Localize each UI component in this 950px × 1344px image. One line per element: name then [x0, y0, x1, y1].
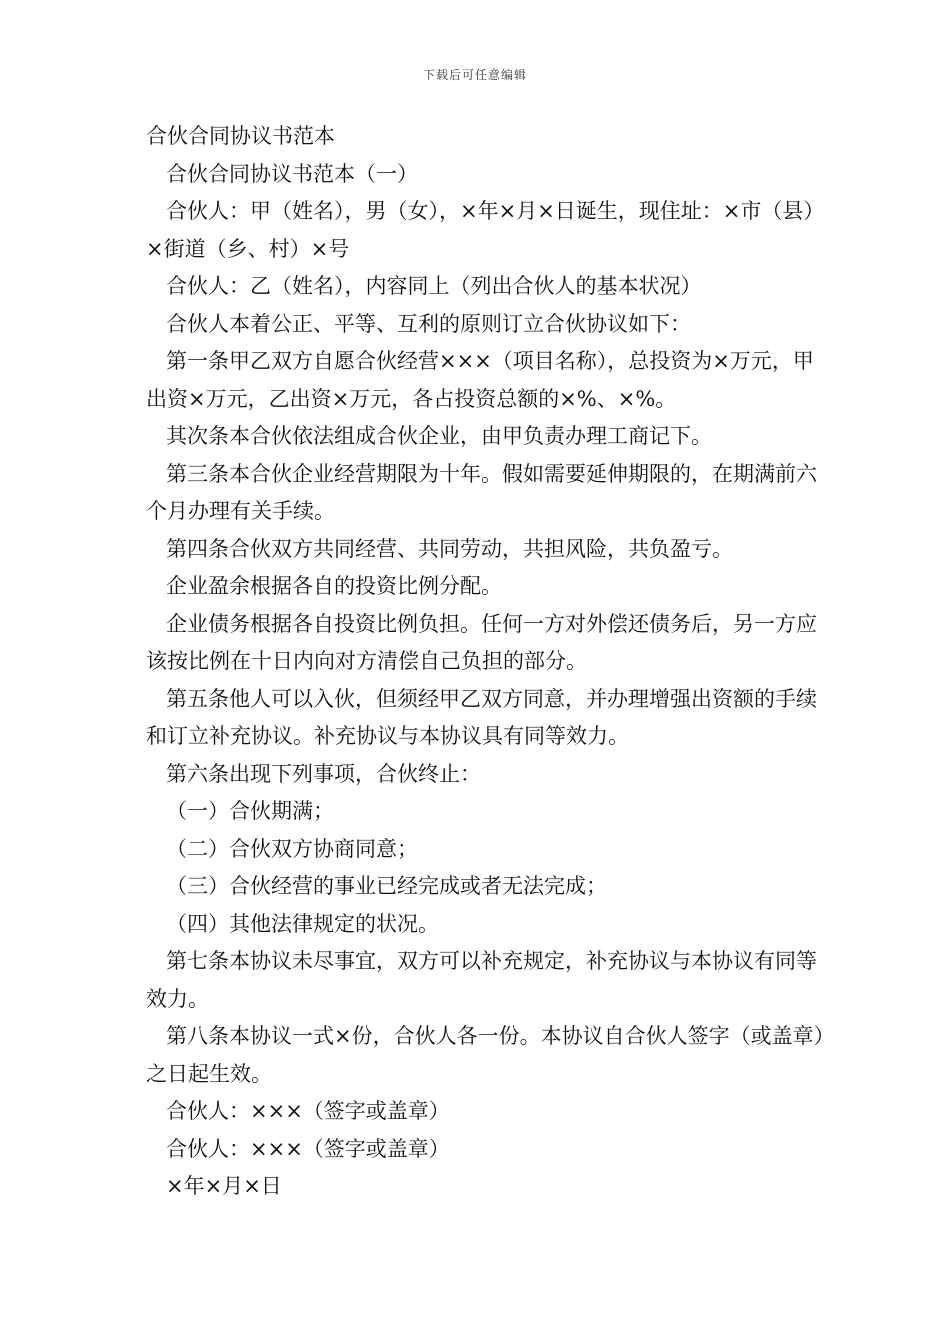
list-item: （二）合伙双方协商同意； [166, 836, 418, 861]
article-4-paragraph: 第四条合伙双方共同经营、共同劳动，共担风险，共负盈亏。 [166, 536, 733, 561]
article-1-paragraph: 第一条甲乙双方自愿合伙经营×××（项目名称），总投资为×万元，甲出资×万元，乙出资×万元，各占投资总额的×%、×%。 [146, 349, 814, 411]
article-5-paragraph: 第五条他人可以入伙，但须经甲乙双方同意，并办理增强出资额的手续和订立补充协议。补充协议与本协议具有同等效力。 [146, 686, 817, 748]
article-2-paragraph: 其次条本合伙依法组成合伙企业，由甲负责办理工商记下。 [166, 424, 712, 448]
page-header-note: 下载后可任意编辑 [422, 68, 527, 82]
list-item: （三）合伙经营的事业已经完成或者无法完成； [166, 874, 607, 898]
partner-a-paragraph: 合伙人：甲（姓名），男（女），×年×月×日诞生，现住址：×市（县）×街道（乡、村）×号 [146, 199, 825, 261]
preamble-paragraph: 合伙人本着公正、平等、互利的原则订立合伙协议如下： [166, 311, 691, 336]
partner-b-paragraph: 合伙人：乙（姓名），内容同上（列出合伙人的基本状况） [166, 274, 702, 298]
signature-line-b: 合伙人：×××（签字或盖章） [166, 1136, 450, 1161]
signature-line-a: 合伙人：×××（签字或盖章） [166, 1099, 450, 1123]
date-line: ×年×月×日 [166, 1174, 282, 1198]
subtitle-paragraph: 合伙合同协议书范本（一） [166, 161, 418, 186]
document-title: 合伙合同协议书范本 [146, 124, 335, 148]
debt-liability-paragraph: 企业债务根据各自投资比例负担。任何一方对外偿还债务后，另一方应该按比例在十日内向对方清偿自己负担的部分。 [146, 611, 817, 673]
article-3-paragraph: 第三条本合伙企业经营期限为十年。假如需要延伸期限的，在期满前六个月办理有关手续。 [146, 461, 817, 523]
list-item: （四）其他法律规定的状况。 [166, 911, 439, 936]
article-7-paragraph: 第七条本协议未尽事宜，双方可以补充规定，补充协议与本协议有同等效力。 [146, 949, 817, 1011]
article-8-paragraph: 第八条本协议一式×份，合伙人各一份。本协议自合伙人签字（或盖章）之日起生效。 [146, 1024, 825, 1086]
document-body [146, 118, 826, 1206]
article-6-paragraph: 第六条出现下列事项，合伙终止： [166, 761, 481, 786]
profit-distribution-paragraph: 企业盈余根据各自的投资比例分配。 [166, 574, 502, 598]
list-item: （一）合伙期满； [166, 799, 334, 823]
